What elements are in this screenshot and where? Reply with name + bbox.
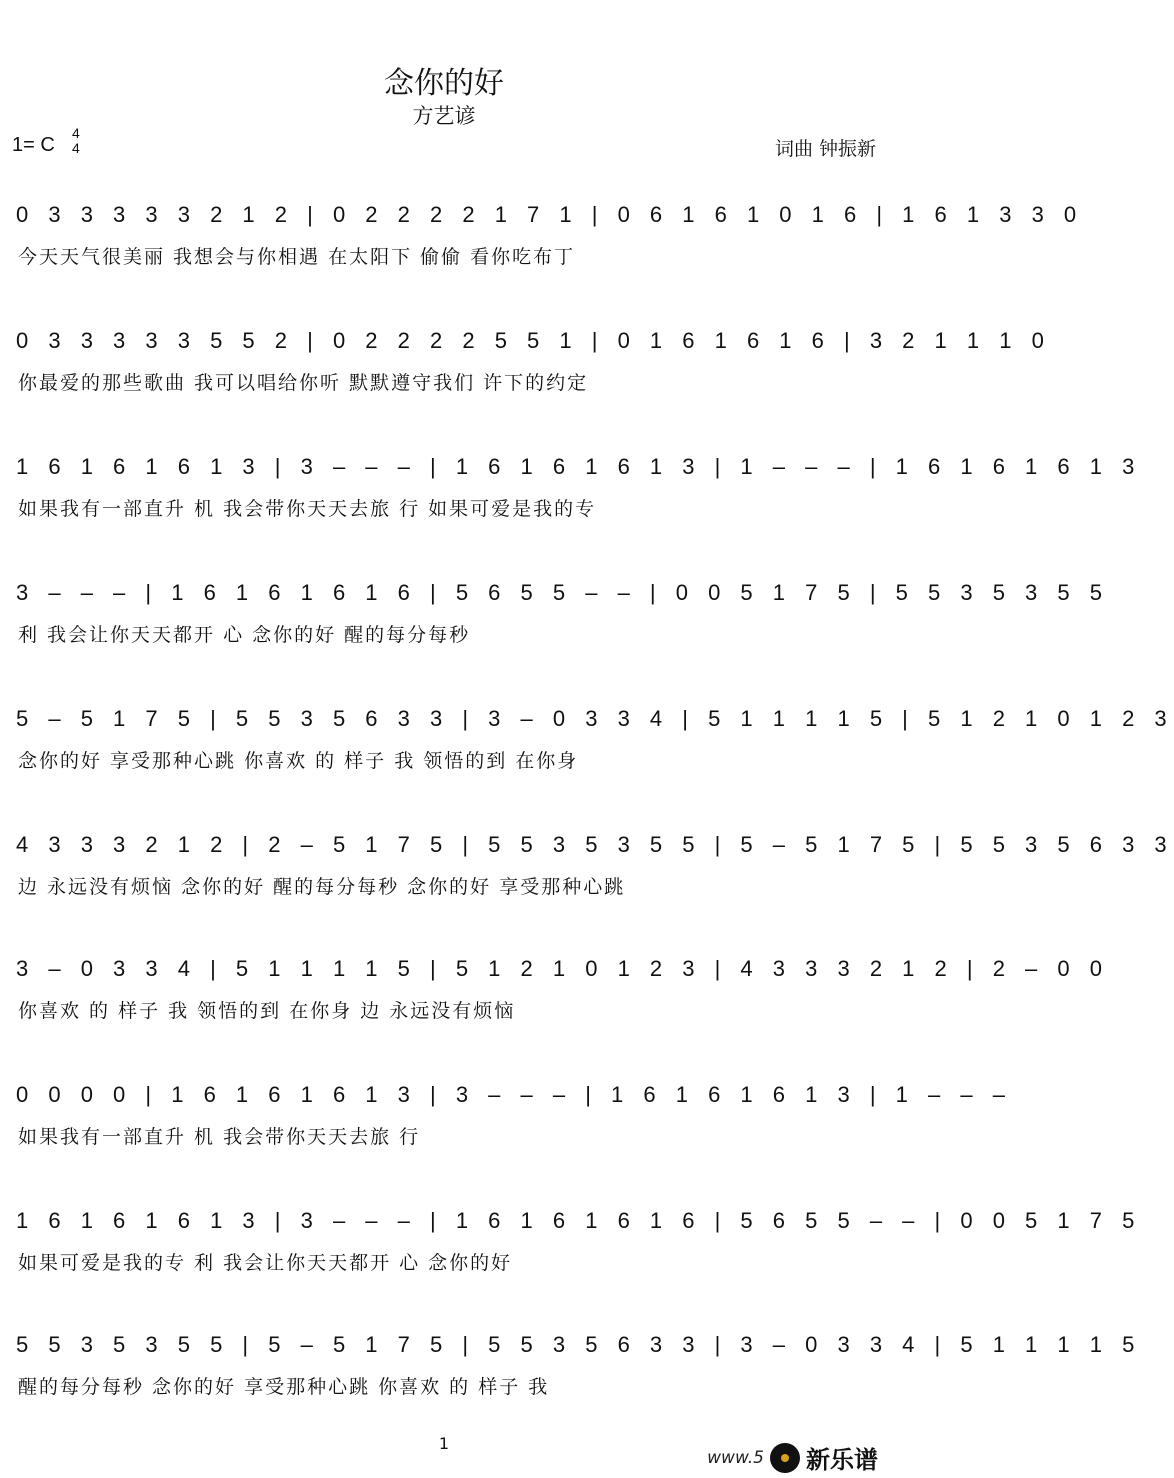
staff-row bbox=[0, 956, 1109, 1052]
notation-line: 3 – – – | 1 6 1 6 1 6 1 6 | 5 6 5 5 – – | 0 0 5 1 7 5 | 5 5 3 5 3 5 5 bbox=[16, 580, 1109, 605]
lyrics-line: 你喜欢 的 样子 我 领悟的到 在你身 边 永远没有烦恼 bbox=[18, 1000, 516, 1022]
staff-row bbox=[0, 454, 1142, 550]
lyrics-line: 如果我有一部直升 机 我会带你天天去旅 行 bbox=[18, 1126, 421, 1148]
page-number: 1 bbox=[438, 1434, 450, 1453]
lyrics-line: 你最爱的那些歌曲 我可以唱给你听 默默遵守我们 许下的约定 bbox=[18, 372, 589, 394]
credits: 词曲 钟振新 bbox=[774, 138, 876, 160]
vinyl-logo-icon bbox=[770, 1443, 800, 1473]
staff-row bbox=[0, 1082, 1012, 1178]
lyrics-line: 如果可爱是我的专 利 我会让你天天都开 心 念你的好 bbox=[18, 1252, 513, 1274]
staff-row bbox=[0, 832, 1174, 928]
staff-row bbox=[0, 580, 1109, 676]
staff-row bbox=[0, 328, 1051, 424]
notation-line: 0 0 0 0 | 1 6 1 6 1 6 1 3 | 3 – – – | 1 6 1 6 1 6 1 3 | 1 – – – bbox=[16, 1082, 1012, 1107]
staff-row bbox=[0, 706, 1174, 802]
staff-row bbox=[0, 1208, 1142, 1304]
notation-line: 3 – 0 3 3 4 | 5 1 1 1 1 5 | 5 1 2 1 0 1 2 3 | 4 3 3 3 2 1 2 | 2 – 0 0 bbox=[16, 956, 1109, 981]
staff-row bbox=[0, 1332, 1142, 1428]
staff-row bbox=[0, 202, 1084, 298]
notation-line: 1 6 1 6 1 6 1 3 | 3 – – – | 1 6 1 6 1 6 1 6 | 5 6 5 5 – – | 0 0 5 1 7 5 bbox=[16, 1208, 1142, 1233]
time-signature bbox=[72, 126, 80, 156]
time-signature-top: 4 bbox=[72, 125, 80, 141]
notation-line: 1 6 1 6 1 6 1 3 | 3 – – – | 1 6 1 6 1 6 1 3 | 1 – – – | 1 6 1 6 1 6 1 3 bbox=[16, 454, 1142, 479]
lyrics-line: 利 我会让你天天都开 心 念你的好 醒的每分每秒 bbox=[18, 624, 471, 646]
notation-line: 0 3 3 3 3 3 2 1 2 | 0 2 2 2 2 1 7 1 | 0 6 1 6 1 0 1 6 | 1 6 1 3 3 0 bbox=[16, 202, 1084, 227]
watermark-url: www.5 bbox=[707, 1447, 764, 1468]
lyrics-line: 念你的好 享受那种心跳 你喜欢 的 样子 我 领悟的到 在你身 bbox=[18, 750, 579, 772]
notation-line: 0 3 3 3 3 3 5 5 2 | 0 2 2 2 2 5 5 1 | 0 1 6 1 6 1 6 | 3 2 1 1 1 0 bbox=[16, 328, 1051, 353]
lyrics-line: 今天天气很美丽 我想会与你相遇 在太阳下 偷偷 看你吃布丁 bbox=[18, 246, 576, 268]
singer-name: 方艺谚 bbox=[412, 104, 476, 128]
page-title: 念你的好 bbox=[384, 66, 504, 101]
lyrics-line: 醒的每分每秒 念你的好 享受那种心跳 你喜欢 的 样子 我 bbox=[18, 1376, 550, 1398]
lyrics-line: 边 永远没有烦恼 念你的好 醒的每分每秒 念你的好 享受那种心跳 bbox=[18, 876, 626, 898]
watermark-name: 新乐谱 bbox=[806, 1446, 878, 1474]
time-signature-bottom: 4 bbox=[72, 140, 80, 156]
key-signature: 1= C bbox=[12, 134, 55, 156]
lyrics-line: 如果我有一部直升 机 我会带你天天去旅 行 如果可爱是我的专 bbox=[18, 498, 597, 520]
notation-line: 5 – 5 1 7 5 | 5 5 3 5 6 3 3 | 3 – 0 3 3 4 | 5 1 1 1 1 5 | 5 1 2 1 0 1 2 3 bbox=[16, 706, 1174, 731]
notation-line: 4 3 3 3 2 1 2 | 2 – 5 1 7 5 | 5 5 3 5 3 5 5 | 5 – 5 1 7 5 | 5 5 3 5 6 3 3 bbox=[16, 832, 1174, 857]
notation-line: 5 5 3 5 3 5 5 | 5 – 5 1 7 5 | 5 5 3 5 6 3 3 | 3 – 0 3 3 4 | 5 1 1 1 1 5 bbox=[16, 1332, 1142, 1357]
watermark bbox=[707, 1440, 878, 1475]
